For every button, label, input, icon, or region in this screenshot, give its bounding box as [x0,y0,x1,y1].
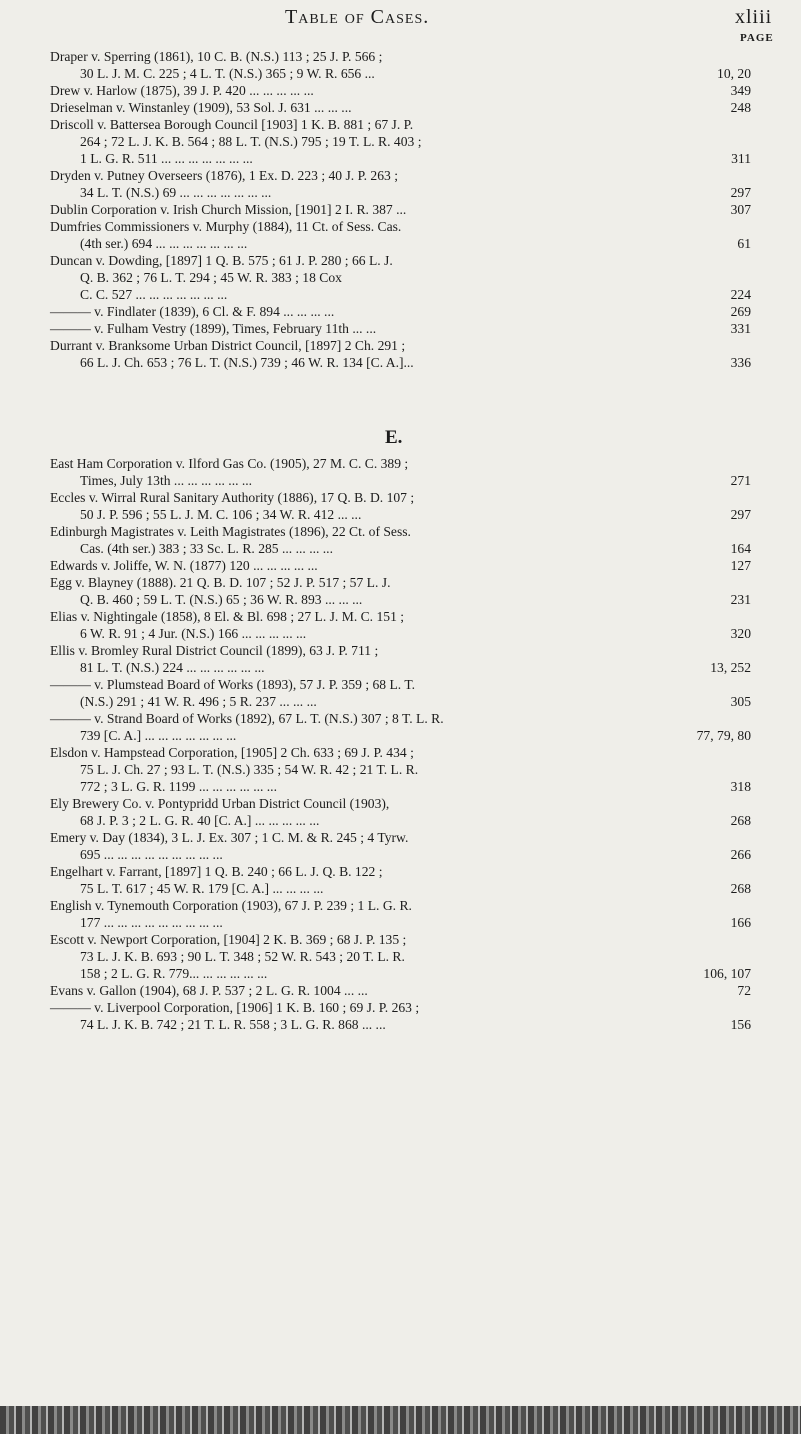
case-page-ref: 320 [730,626,751,641]
case-citation: Dumfries Commissioners v. Murphy (1884), 11 Ct. of Sess. Cas. [50,219,402,234]
case-citation-continued: 68 J. P. 3 ; 2 L. G. R. 40 [C. A.] ... ... ... ... ... [80,813,320,828]
section-e-heading: E. [385,427,403,448]
case-page-ref: 61 [737,236,751,251]
case-page-ref: 248 [730,100,751,115]
scan-edge-band [0,1406,801,1434]
case-citation-continued: 695 ... ... ... ... ... ... ... ... ... [80,847,223,862]
case-citation-continued: 30 L. J. M. C. 225 ; 4 L. T. (N.S.) 365 ; 9 W. R. 656 ... [80,66,375,81]
case-citation: Elsdon v. Hampstead Corporation, [1905] 2 Ch. 633 ; 69 J. P. 434 ; [50,745,414,760]
case-page-ref: 331 [730,321,751,336]
case-citation-continued: 739 [C. A.] ... ... ... ... ... ... ... [80,728,237,743]
case-page-ref: 106, 107 [703,966,751,981]
case-page-ref: 307 [730,202,751,217]
case-citation-continued: 772 ; 3 L. G. R. 1199 ... ... ... ... ... ... [80,779,277,794]
case-citation: Duncan v. Dowding, [1897] 1 Q. B. 575 ; 61 J. P. 280 ; 66 L. J. [50,253,393,268]
case-citation: East Ham Corporation v. Ilford Gas Co. (1905), 27 M. C. C. 389 ; [50,456,409,471]
case-citation-continued: 158 ; 2 L. G. R. 779... ... ... ... ... ... [80,966,268,981]
case-citation: Dryden v. Putney Overseers (1876), 1 Ex. D. 223 ; 40 J. P. 263 ; [50,168,398,183]
case-citation-continued: 75 L. T. 617 ; 45 W. R. 179 [C. A.] ... ... ... ... [80,881,324,896]
running-title: Table of Cases. [285,6,430,28]
case-citation-continued: Times, July 13th ... ... ... ... ... ... [80,473,253,488]
case-citation-continued: 66 L. J. Ch. 653 ; 76 L. T. (N.S.) 739 ; 46 W. R. 134 [C. A.]... [80,355,414,370]
page-column-label: PAGE [740,32,774,44]
case-page-ref: 72 [737,983,751,998]
case-citation-continued: 177 ... ... ... ... ... ... ... ... ... [80,915,223,930]
case-citation-continued: 34 L. T. (N.S.) 69 ... ... ... ... ... ... ... [80,185,272,200]
case-page-ref: 13, 252 [710,660,751,675]
case-page-ref: 156 [730,1017,751,1032]
case-citation: Ellis v. Bromley Rural District Council (1899), 63 J. P. 711 ; [50,643,379,658]
case-page-ref: 77, 79, 80 [696,728,751,743]
case-citation-continued: 81 L. T. (N.S.) 224 ... ... ... ... ... ... [80,660,265,675]
case-citation-continued: Cas. (4th ser.) 383 ; 33 Sc. L. R. 285 ... ... ... ... [80,541,333,556]
case-page-ref: 266 [730,847,751,862]
case-citation-continued: 50 J. P. 596 ; 55 L. J. M. C. 106 ; 34 W. R. 412 ... ... [80,507,362,522]
case-page-ref: 166 [730,915,751,930]
case-page-ref: 127 [730,558,751,573]
case-citation: ——— v. Plumstead Board of Works (1893), 57 J. P. 359 ; 68 L. T. [50,677,416,692]
case-citation-continued: 73 L. J. K. B. 693 ; 90 L. T. 348 ; 52 W. R. 543 ; 20 T. L. R. [80,949,405,964]
case-citation: Drew v. Harlow (1875), 39 J. P. 420 ... ... ... ... ... [50,83,314,98]
case-citation: Egg v. Blayney (1888). 21 Q. B. D. 107 ; 52 J. P. 517 ; 57 L. J. [50,575,391,590]
case-page-ref: 164 [730,541,751,556]
case-citation: ——— v. Strand Board of Works (1892), 67 L. T. (N.S.) 307 ; 8 T. L. R. [50,711,444,726]
case-citation-continued: 6 W. R. 91 ; 4 Jur. (N.S.) 166 ... ... ... ... ... [80,626,307,641]
case-citation: English v. Tynemouth Corporation (1903), 67 J. P. 239 ; 1 L. G. R. [50,898,412,913]
case-page-ref: 305 [730,694,751,709]
case-citation: Elias v. Nightingale (1858), 8 El. & Bl. 698 ; 27 L. J. M. C. 151 ; [50,609,405,624]
case-page-ref: 10, 20 [717,66,751,81]
case-citation: Drieselman v. Winstanley (1909), 53 Sol. J. 631 ... ... ... [50,100,352,115]
case-page-ref: 297 [730,185,751,200]
case-citation: Eccles v. Wirral Rural Sanitary Authority (1886), 17 Q. B. D. 107 ; [50,490,415,505]
case-page-ref: 231 [730,592,751,607]
case-citation-continued: Q. B. 362 ; 76 L. T. 294 ; 45 W. R. 383 ; 18 Cox [80,270,342,285]
case-citation: Dublin Corporation v. Irish Church Mission, [1901] 2 I. R. 387 ... [50,202,407,217]
case-page-ref: 336 [730,355,751,370]
case-citation-continued: (4th ser.) 694 ... ... ... ... ... ... ... [80,236,248,251]
page-number: xliii [735,6,773,28]
case-citation: Evans v. Gallon (1904), 68 J. P. 537 ; 2 L. G. R. 1004 ... ... [50,983,368,998]
case-citation-continued: 75 L. J. Ch. 27 ; 93 L. T. (N.S.) 335 ; 54 W. R. 42 ; 21 T. L. R. [80,762,419,777]
case-citation-continued: 264 ; 72 L. J. K. B. 564 ; 88 L. T. (N.S.) 795 ; 19 T. L. R. 403 ; [80,134,422,149]
case-page-ref: 271 [730,473,751,488]
case-page-ref: 268 [730,881,751,896]
case-citation-continued: (N.S.) 291 ; 41 W. R. 496 ; 5 R. 237 ... ... ... [80,694,317,709]
case-citation: Edwards v. Joliffe, W. N. (1877) 120 ... ... ... ... ... [50,558,318,573]
case-citation: Draper v. Sperring (1861), 10 C. B. (N.S.) 113 ; 25 J. P. 566 ; [50,49,383,64]
case-citation: Durrant v. Branksome Urban District Council, [1897] 2 Ch. 291 ; [50,338,406,353]
case-citation: ——— v. Findlater (1839), 6 Cl. & F. 894 ... ... ... ... [50,304,335,319]
case-citation: Ely Brewery Co. v. Pontypridd Urban District Council (1903), [50,796,390,811]
case-page-ref: 269 [730,304,751,319]
case-citation: ——— v. Fulham Vestry (1899), Times, February 11th ... ... [50,321,377,336]
case-page-ref: 224 [730,287,751,302]
case-citation: Engelhart v. Farrant, [1897] 1 Q. B. 240 ; 66 L. J. Q. B. 122 ; [50,864,383,879]
case-page-ref: 349 [730,83,751,98]
case-page-ref: 268 [730,813,751,828]
case-citation-continued: 1 L. G. R. 511 ... ... ... ... ... ... ... [80,151,253,166]
case-citation-continued: C. C. 527 ... ... ... ... ... ... ... [80,287,228,302]
case-page-ref: 297 [730,507,751,522]
case-citation: Escott v. Newport Corporation, [1904] 2 K. B. 369 ; 68 J. P. 135 ; [50,932,407,947]
case-citation-continued: 74 L. J. K. B. 742 ; 21 T. L. R. 558 ; 3 L. G. R. 868 ... ... [80,1017,386,1032]
case-page-ref: 318 [730,779,751,794]
case-citation: Emery v. Day (1834), 3 L. J. Ex. 307 ; 1 C. M. & R. 245 ; 4 Tyrw. [50,830,409,845]
case-citation: Edinburgh Magistrates v. Leith Magistrates (1896), 22 Ct. of Sess. [50,524,411,539]
case-citation: ——— v. Liverpool Corporation, [1906] 1 K. B. 160 ; 69 J. P. 263 ; [50,1000,420,1015]
case-page-ref: 311 [731,151,751,166]
case-citation: Driscoll v. Battersea Borough Council [1903] 1 K. B. 881 ; 67 J. P. [50,117,414,132]
case-citation-continued: Q. B. 460 ; 59 L. T. (N.S.) 65 ; 36 W. R. 893 ... ... ... [80,592,363,607]
